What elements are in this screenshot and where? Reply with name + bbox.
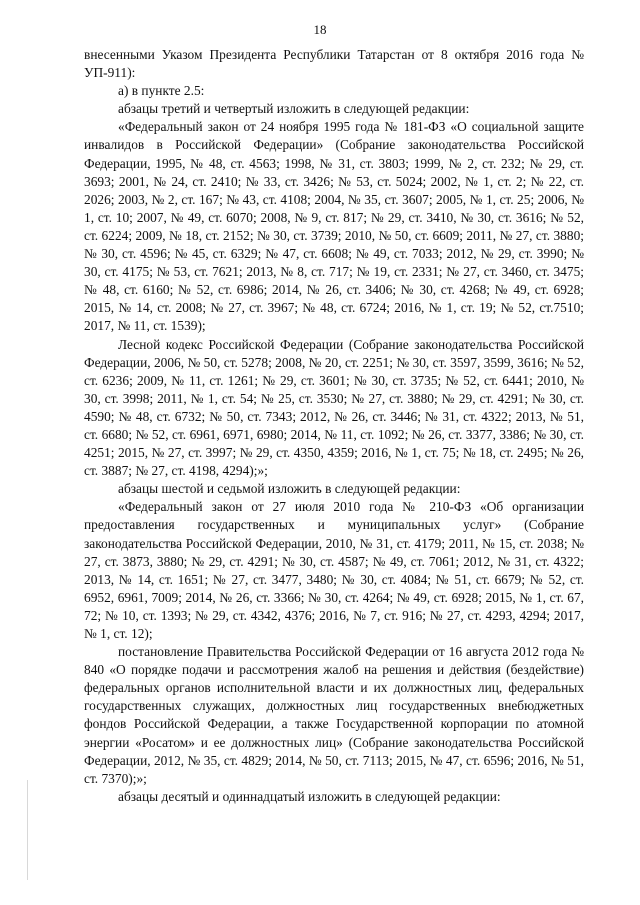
paragraph: Лесной кодекс Российской Федерации (Собрание законодательства Российской Федерации, 2006, № 50, ст. 5278; 2008, № 20, ст. 2251; № 30, ст. 3597, 3599, 3616; № 52, ст. 6236; 2009, № 11, ст. 1261; № 29, ст. 3601; № 30, ст. 3735; № 52, ст. 6441; 2010, № 30, ст. 3998; 2011, № 1, ст. 54; № 25, ст. 3530; № 27, ст. 3880; № 29, ст. 4291; № 30, ст. 4590; № 48, ст. 6732; № 50, ст. 7343; 2012, № 26, ст. 3446; № 31, ст. 4322; 2013, № 51, ст. 6680; № 52, ст. 6961, 6971, 6980; 2014, № 11, ст. 1092; № 26, ст. 3377, 3386; № 30, ст. 4251; 2015, № 27, ст. 3997; № 29, ст. 4350, 4359; 2016, № 1, ст. 75; № 18, ст. 2495; № 26, ст. 3887; № 27, ст. 4198, 4294);»; — [84, 336, 584, 479]
paragraph: «Федеральный закон от 24 ноября 1995 года № 181-ФЗ «О социальной защите инвалидов в Российской Федерации» (Собрание законодательства Российской Федерации, 1995, № 48, ст. 4563; 1998, № 31, ст. 3803; 1999, № 2, ст. 232; № 29, ст. 3693; 2001, № 24, ст. 2410; № 33, ст. 3426; № 53, ст. 5024; 2002, № 1, ст. 2; № 22, ст. 2026; 2003, № 2, ст. 167; № 43, ст. 4108; 2004, № 35, ст. 3607; 2005, № 1, ст. 25; 2006, № 1, ст. 10; 2007, № 49, ст. 6070; 2008, № 9, ст. 817; № 29, ст. 3410, № 30, ст. 3616; № 52, ст. 6224; 2009, № 18, ст. 2152; № 30, ст. 3739; 2010, № 50, ст. 6609; 2011, № 27, ст. 3880; № 30, ст. 4596; № 45, ст. 6329; № 47, ст. 6608; № 49, ст. 7033; 2012, № 29, ст. 3990; № 30, ст. 4175; № 53, ст. 7621; 2013, № 8, ст. 717; № 19, ст. 2331; № 27, ст. 3460, ст. 3475; № 48, ст. 6160; № 52, ст. 6986; 2014, № 26, ст. 3406; № 30, ст. 4268; № 49, ст. 6928; 2015, № 14, ст. 2008; № 27, ст. 3967; № 48, ст. 6724; 2016, № 1, ст. 19; № 52, ст.7510; 2017, № 11, ст. 1539); — [84, 119, 584, 334]
paragraph: а) в пункте 2.5: — [118, 83, 205, 99]
document-body — [84, 46, 584, 806]
paragraph: абзацы шестой и седьмой изложить в следующей редакции: — [118, 481, 461, 497]
paragraph: «Федеральный закон от 27 июля 2010 года № 210-ФЗ «Об организации предоставления государственных и муниципальных услуг» (Собрание законодательства Российской Федерации, 2010, № 31, ст. 4179; 2011, № 15, ст. 2038; № 27, ст. 3873, 3880; № 29, ст. 4291; № 30, ст. 4587; № 49, ст. 7061; 2012, № 31, ст. 4322; 2013, № 14, ст. 1651; № 27, ст. 3477, 3480; № 30, ст. 4084; № 51, ст. 6679; № 52, ст. 6952, 6961, 7009; 2014, № 26, ст. 3366; № 30, ст. 4264; № 49, ст. 6928; 2015, № 1, ст. 67, 72; № 10, ст. 1393; № 29, ст. 4342, 4376; 2016, № 7, ст. 916; № 27, ст. 4293, 4294; 2017, № 1, ст. 12); — [84, 499, 584, 641]
paragraph: абзацы десятый и одиннадцатый изложить в следующей редакции: — [118, 788, 501, 804]
page-number: 18 — [313, 22, 327, 37]
paragraph: абзацы третий и четвертый изложить в следующей редакции: — [118, 101, 470, 117]
paragraph: постановление Правительства Российской Федерации от 16 августа 2012 года № 840 «О порядке подачи и рассмотрения жалоб на решения и действия (бездействие) федеральных органов исполнительной власти и их должностных лиц, федеральных государственных служащих, должностных лиц государственных внебюджетных фондов Российской Федерации, а также Государственной корпорации по атомной энергии «Росатом» и ее должностных лиц» (Собрание законодательства Российской Федерации, 2012, № 35, ст. 4829; 2014, № 50, ст. 7113; 2015, № 47, ст. 6596; 2016, № 51, ст. 7370);»; — [84, 644, 584, 786]
paragraph: внесенными Указом Президента Республики Татарстан от 8 октября 2016 года № УП-911): — [84, 47, 584, 81]
scan-edge-line — [27, 780, 28, 880]
